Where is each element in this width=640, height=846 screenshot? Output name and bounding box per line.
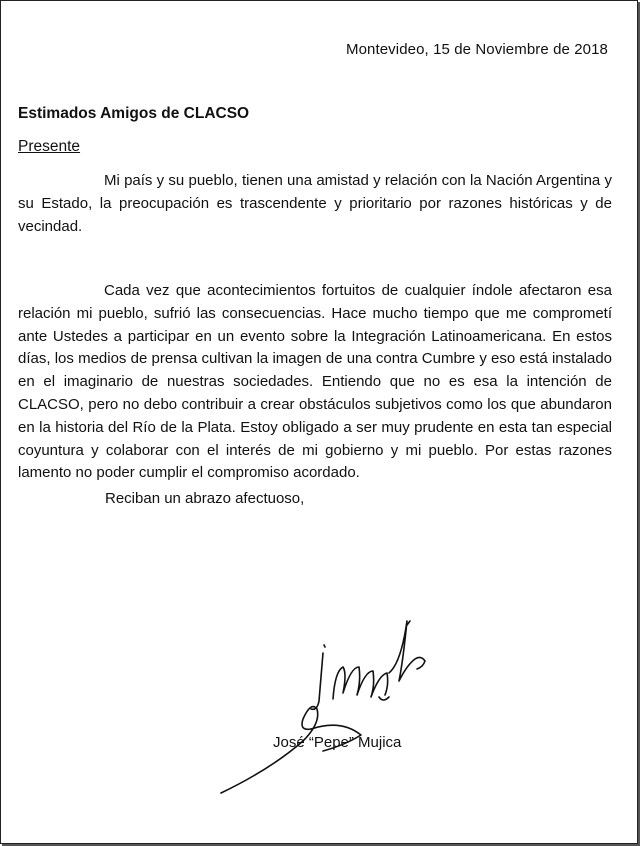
presente-label: Presente <box>18 138 81 155</box>
paragraph-1: Mi país y su pueblo, tienen una amistad y relación con la Nación Argentina y su Estado, la preocupación es trascendente y prioritario por razones históricas y de vecindad. <box>18 172 612 235</box>
signature-icon <box>211 601 451 801</box>
closing-line: Reciban un abrazo afectuoso, <box>105 490 305 507</box>
salutation: Estimados Amigos de CLACSO <box>18 105 250 122</box>
letter-date: Montevideo, 15 de Noviembre de 2018 <box>345 41 608 58</box>
signer-name: José “Pepe” Mujica <box>273 734 402 751</box>
paragraph-2: Cada vez que acontecimientos fortuitos de cualquier índole afectaron esa relación mi pueblo, sufrió las consecuencias. Hace mucho tiempo que me comprometí ante Ustedes a participar en un evento sobre la Integración Latinoamericana. En estos días, los medios de prensa cultivan la imagen de una contra Cumbre y eso está instalado en el imaginario de nuestras sociedades. Entiendo que no es esa la intención de CLACSO, pero no debo contribuir a crear obstáculos subjetivos como los que abundaron en la historia del Río de la Plata. Estoy obligado a ser muy prudente en esta tan especial coyuntura y colaborar con el interés de mi gobierno y mi pueblo. Por estas razones lamento no poder cumplir el compromiso acordado. <box>18 282 612 482</box>
